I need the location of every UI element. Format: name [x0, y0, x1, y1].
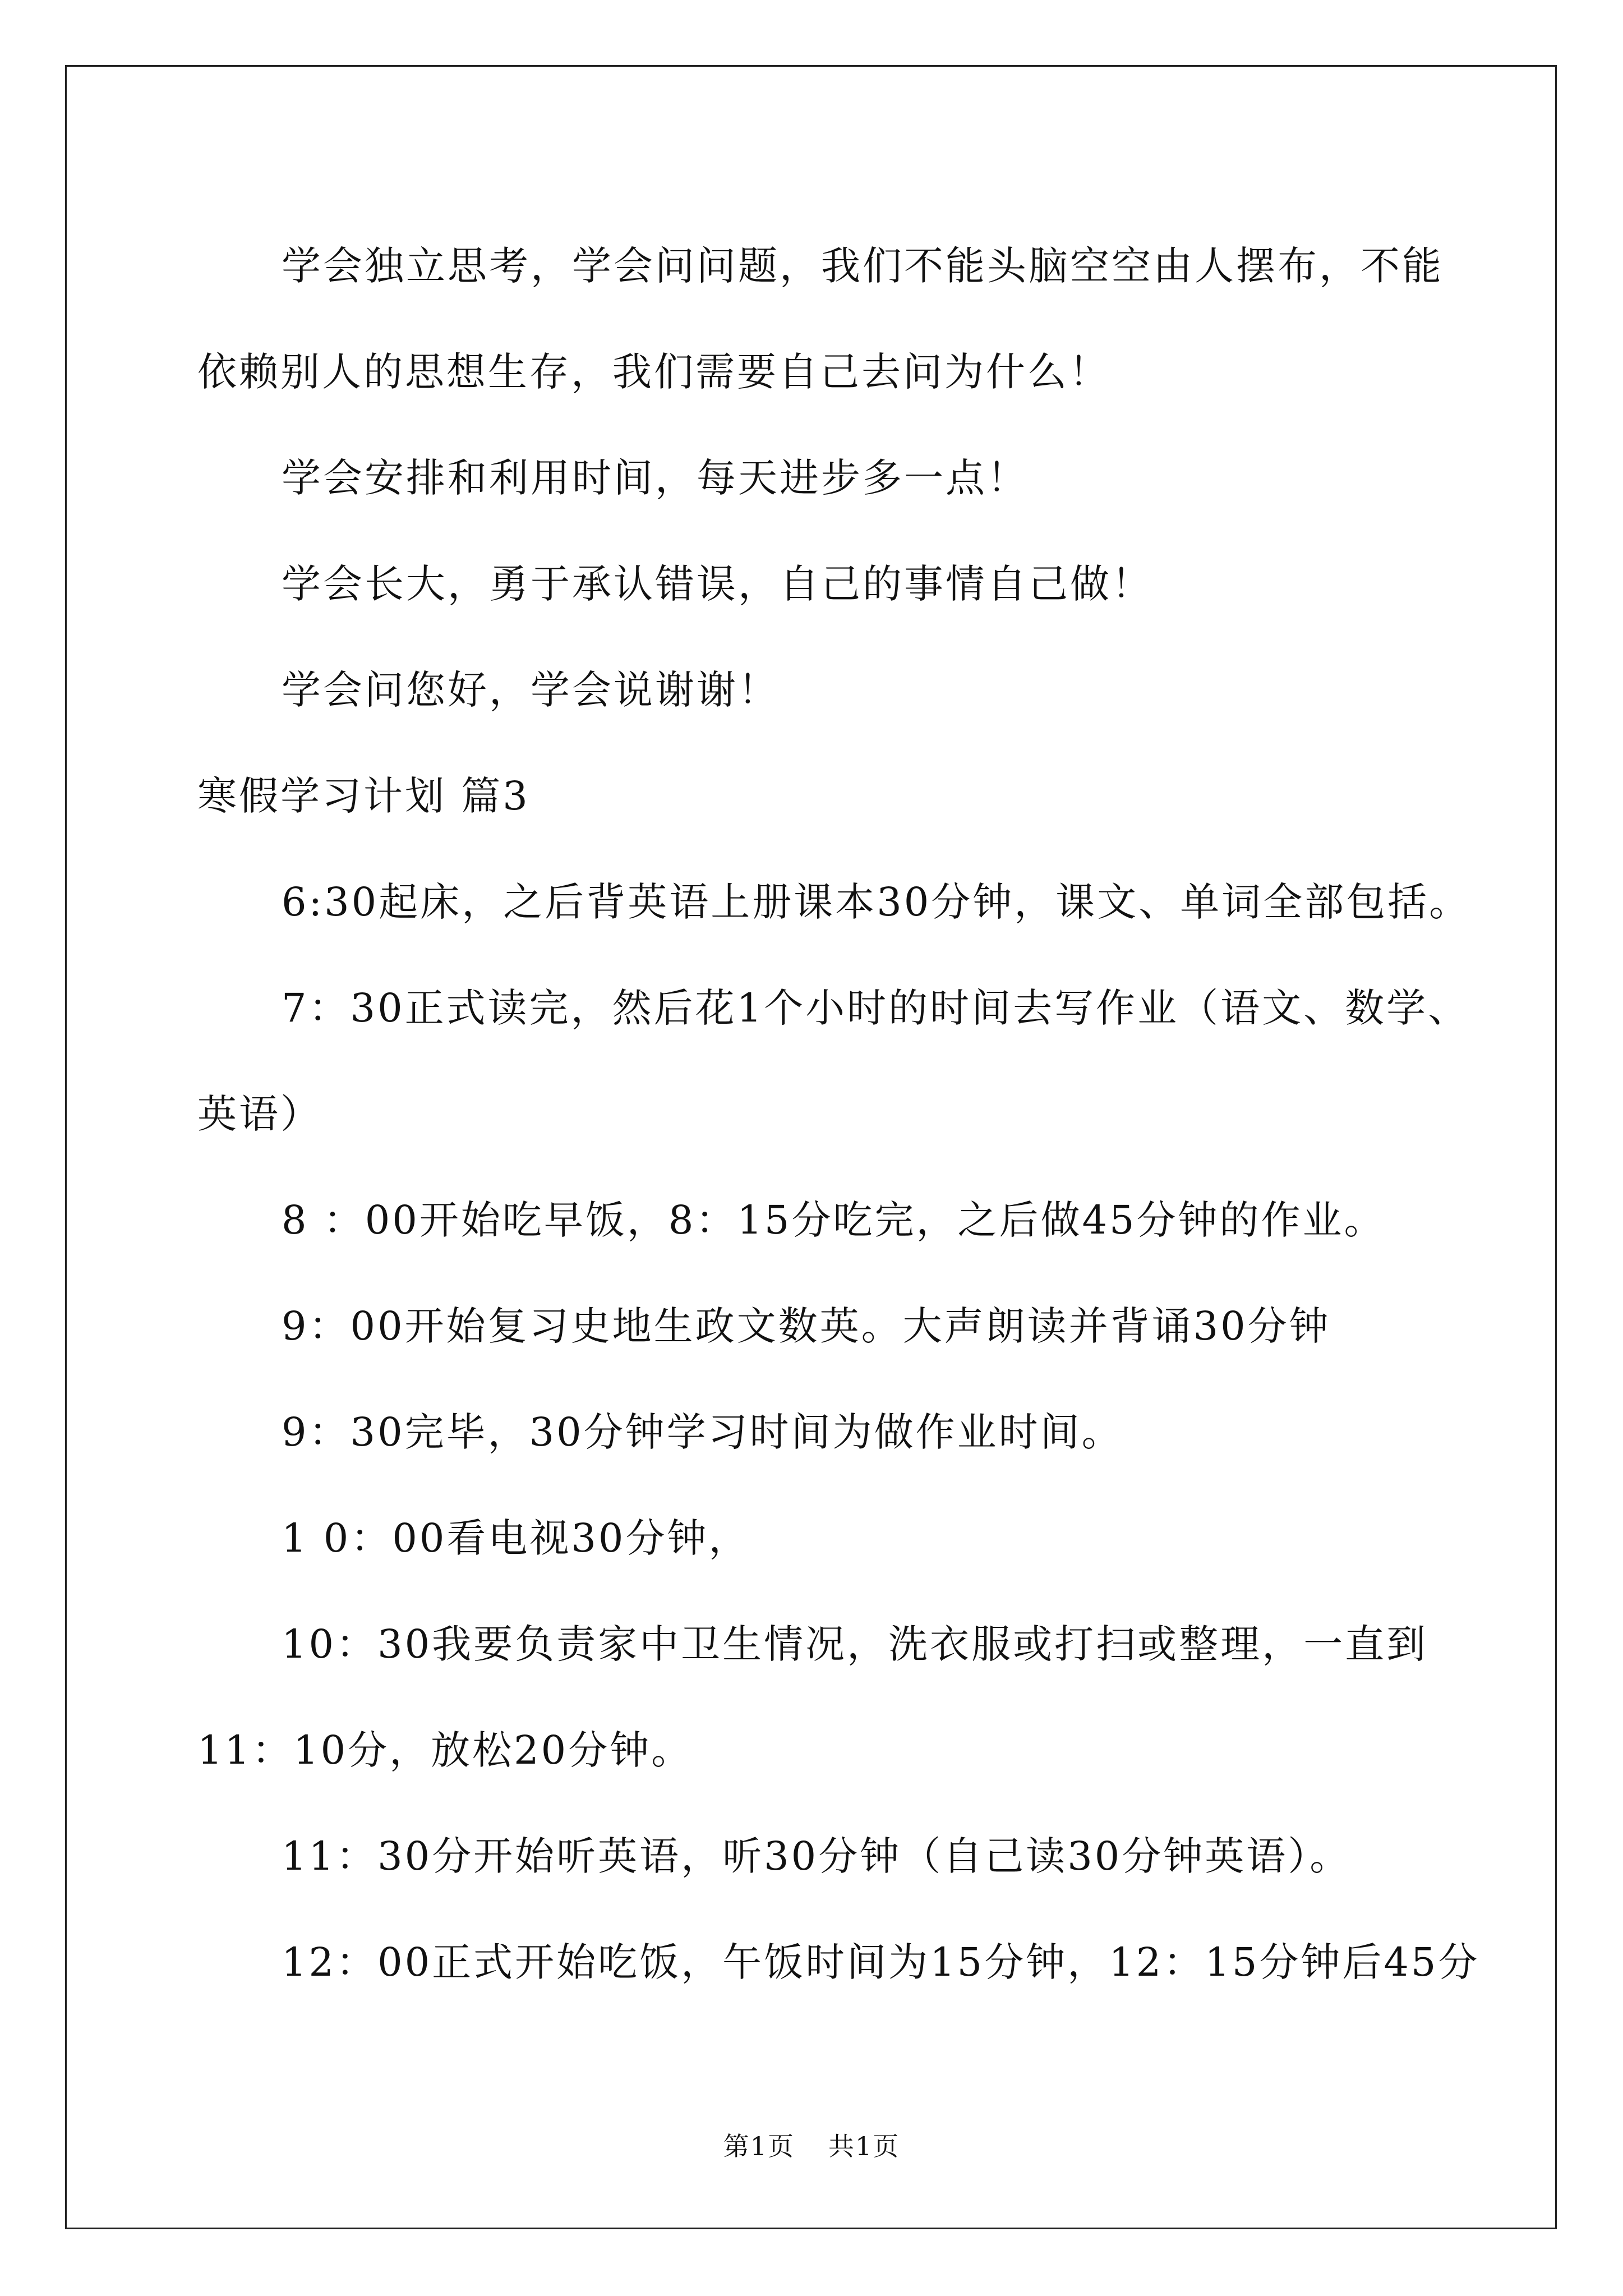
paragraph-line: 学会问您好，学会说谢谢！	[282, 667, 780, 713]
paragraph-line: 8 ：00开始吃早饭，8：15分吃完，之后做45分钟的作业。	[282, 1197, 1386, 1243]
paragraph-line: 9：00开始复习史地生政文数英。大声朗读并背诵30分钟	[282, 1303, 1331, 1349]
paragraph-line: 10：30我要负责家中卫生情况，洗衣服或打扫或整理，一直到	[282, 1621, 1428, 1667]
paragraph-line: 9：30完毕，30分钟学习时间为做作业时间。	[282, 1409, 1123, 1455]
page-footer	[0, 2126, 1623, 2163]
paragraph-line: 1 0：00看电视30分钟，	[282, 1515, 750, 1561]
page-total: 共1页	[828, 2131, 900, 2161]
paragraph-line: 学会长大，勇于承认错误，自己的事情自己做！	[282, 561, 1153, 607]
paragraph-line: 11：30分开始听英语，听30分钟（自己读30分钟英语）。	[282, 1833, 1352, 1879]
section-heading: 寒假学习计划 篇3	[197, 773, 530, 819]
paragraph-line: 7：30正式读完，然后花1个小时的时间去写作业（语文、数学、	[282, 985, 1470, 1031]
document-body	[197, 213, 1480, 2016]
page-current: 第1页	[723, 2131, 795, 2161]
paragraph-line: 英语）	[197, 1091, 322, 1137]
paragraph-line: 学会独立思考，学会问问题，我们不能头脑空空由人摆布，不能	[282, 243, 1444, 289]
paragraph-line: 12：00正式开始吃饭，午饭时间为15分钟，12：15分钟后45分	[282, 1939, 1480, 1985]
paragraph-line: 11：10分，放松20分钟。	[197, 1727, 693, 1773]
paragraph-line: 学会安排和利用时间，每天进步多一点！	[282, 455, 1029, 501]
paragraph-line: 6:30起床，之后背英语上册课本30分钟，课文、单词全部包括。	[282, 879, 1471, 925]
paragraph-line: 依赖别人的思想生存，我们需要自己去问为什么！	[197, 349, 1110, 395]
